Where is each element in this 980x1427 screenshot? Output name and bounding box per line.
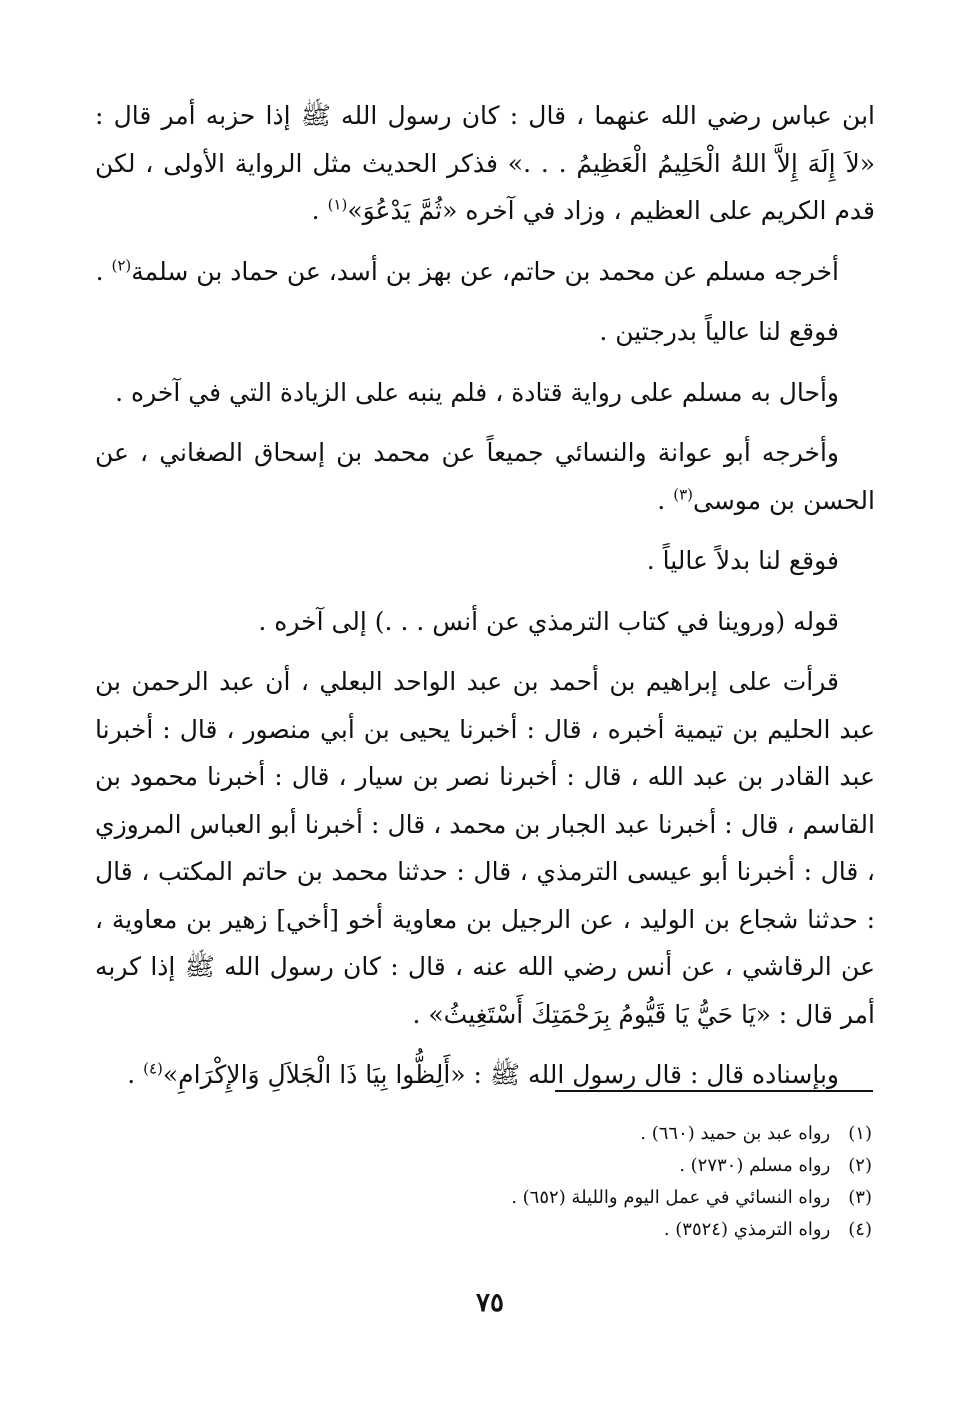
footnote-number: (٤) [848, 1219, 872, 1240]
paragraph-4: وأحال به مسلم على رواية قتادة ، فلم ينبه على الزيادة التي في آخره . [115, 377, 839, 407]
footnote-4 [320, 1214, 872, 1246]
footnote-2 [320, 1150, 872, 1182]
paragraph-8: قرأت على إبراهيم بن أحمد بن عبد الواحد البعلي ، أن عبد الرحمن بن عبد الحليم بن تيمية أخبره ، قال : أخبرنا يحيى بن أبي منصور ، قال : أخبرنا عبد القادر بن عبد الله ، قال : أخبرنا نصر بن سيار ، قال : أخبرنا محمود بن القاسم ، قال : أخبرنا عبد الجبار بن محمد ، قال : أخبرنا أبو العباس المروزي ، قال : أخبرنا أبو عيسى الترمذي ، قال : حدثنا محمد بن حاتم المكتب ، قال : حدثنا شجاع بن الوليد ، عن الرجيل بن معاوية أخو [أخي] زهير بن معاوية ، عن الرقاشي ، عن أنس رضي الله عنه ، قال : كان رسول الله ﷺ إذا كربه أمر قال : «يَا حَيُّ يَا قَيُّومُ بِرَحْمَتِكَ أَسْتَغِيثُ» . [95, 667, 875, 1029]
footnote-divider [555, 1090, 873, 1092]
footnote-1 [320, 1118, 872, 1150]
paragraph-1: ابن عباس رضي الله عنهما ، قال : كان رسول الله ﷺ إذا حزبه أمر قال : «لاَ إِلَهَ إِلاَّ اللهُ الْحَلِيمُ الْعَظِيمُ . . .» فذكر الحديث مثل الرواية الأولى ، لكن قدم الكريم على العظيم ، وزاد في آخره «ثُمَّ يَدْعُوَ»$^{(١)}$ . [95, 101, 875, 225]
footnote-number: (٣) [848, 1187, 872, 1208]
paragraph-2: أخرجه مسلم عن محمد بن حاتم، عن بهز بن أسد، عن حماد بن سلمة$^{(٢)}$ . [95, 256, 839, 286]
page-number: ٧٥ [476, 1288, 504, 1318]
footnote-text: رواه عبد بن حميد (٦٦٠) . [640, 1123, 831, 1144]
footnote-text: رواه الترمذي (٣٥٢٤) . [663, 1219, 831, 1240]
paragraph-7: قوله (وروينا في كتاب الترمذي عن أنس . . .) إلى آخره . [258, 606, 839, 636]
footnote-ref: (٣) [673, 485, 693, 504]
footnote-number: (١) [848, 1123, 872, 1144]
paragraph-6: فوقع لنا بدلاً عالياً . [646, 546, 839, 575]
paragraph-5: وأخرجه أبو عوانة والنسائي جميعاً عن محمد بن إسحاق الصغاني ، عن الحسن بن موسى$^{(٣)}$ . [95, 438, 875, 515]
footnote-number: (٢) [848, 1155, 872, 1176]
paragraph-3: فوقع لنا عالياً بدرجتين . [599, 317, 839, 346]
main-text [95, 92, 875, 1112]
paragraph-9: وبإسناده قال : قال رسول الله ﷺ : «أَلِظُّوا بِيَا ذَا الْجَلاَلِ وَالإِكْرَامِ»$^{(٤)}$ . [127, 1059, 839, 1089]
footnote-text: رواه النسائي في عمل اليوم والليلة (٦٥٢) . [511, 1187, 831, 1208]
footnote-3 [320, 1182, 872, 1214]
footnote-ref: (١) [327, 195, 348, 214]
footnote-text: رواه مسلم (٢٧٣٠) . [679, 1155, 831, 1176]
footnote-ref: (٢) [111, 256, 132, 275]
footnote-ref: (٤) [143, 1059, 163, 1078]
footnotes [320, 1118, 872, 1246]
